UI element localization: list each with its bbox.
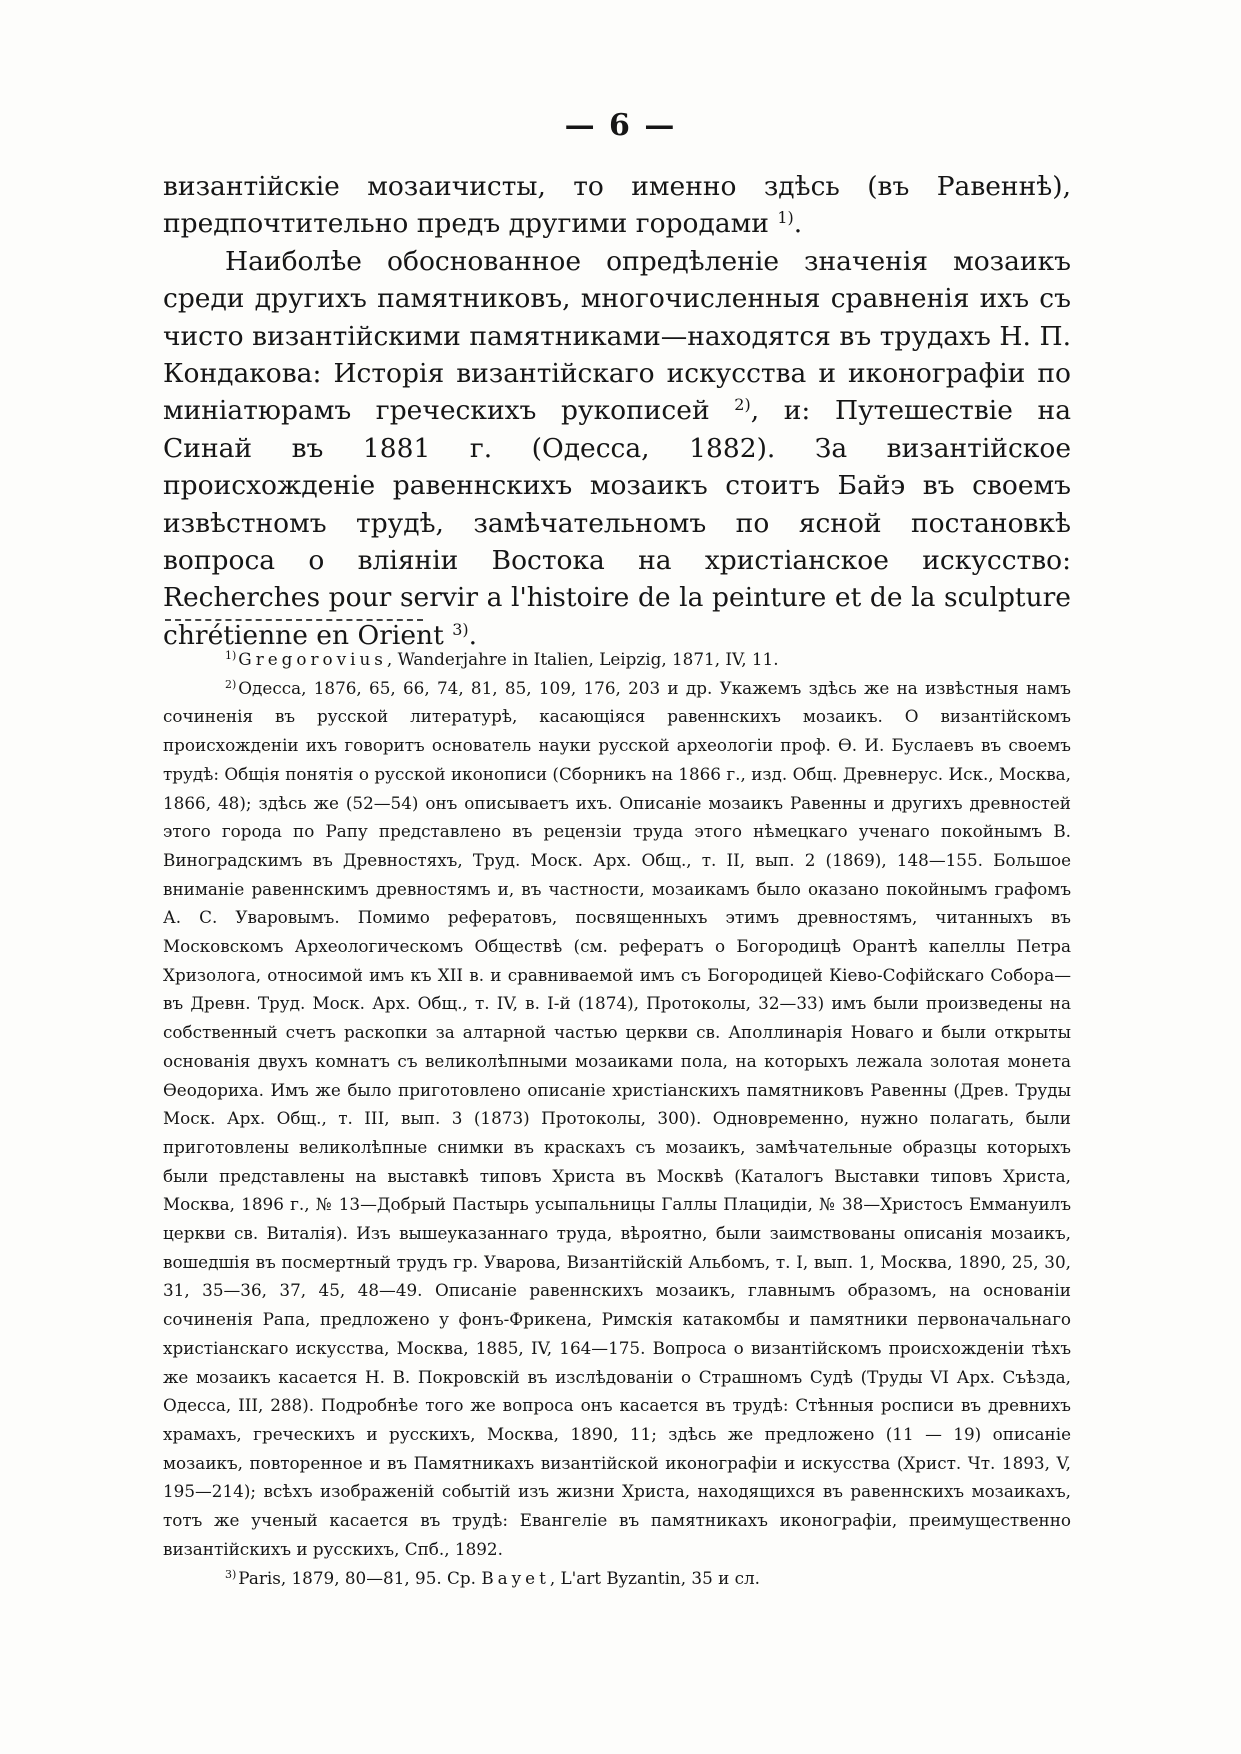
footnote-divider (165, 619, 423, 621)
footnote-1-text: , Wanderjahre in Italien, Leipzig, 1871, IV, 11. (386, 649, 779, 669)
main-text (163, 168, 1071, 654)
footnote-ref-1[interactable]: 1) (777, 208, 794, 228)
paragraph-2-text: Наиболѣе обоснованное опредѣленіе значенія мозаикъ среди другихъ памятниковъ, многочисленныя сравненія ихъ съ чисто византійскими памятниками—находятся въ трудахъ Н. П. Кондакова: Исторія византійскаго искусства и иконографіи по миніатюрамъ греческихъ рукописей (163, 245, 1071, 427)
footnote-3-text: , L'art Byzantin, 35 и сл. (549, 1567, 761, 1588)
paragraph-1 (163, 168, 1071, 243)
footnote-2 (163, 674, 1071, 1564)
paragraph-1-tail: . (793, 208, 803, 240)
footnote-3-author: Bayet (481, 1567, 550, 1588)
footnote-3 (163, 1564, 1071, 1593)
footnote-2-mark: 2) (225, 677, 237, 691)
footnote-ref-3[interactable]: 3) (452, 619, 469, 639)
footnote-1 (163, 645, 1071, 674)
footnote-2-text: Одесса, 1876, 65, 66, 74, 81, 85, 109, 176, 203 и др. Укажемъ здѣсь же на извѣстныя намъ сочиненія въ русской литературѣ, касающіяся равеннскихъ мозаикъ. О византійскомъ происхожденіи ихъ говоритъ основатель науки русской археологіи проф. Ѳ. И. Буслаевъ въ своемъ трудѣ: Общія понятія о русской иконописи (Сборникъ на 1866 г., изд. Общ. Древнерус. Иск., Москва, 1866, 48); здѣсь же (52—54) онъ описываетъ ихъ. Описаніе мозаикъ Равенны и другихъ древностей этого города по Рапу представлено въ рецензіи труда этого нѣмецкаго ученаго покойнымъ В. Виноградскимъ въ Древностяхъ, Труд. Моск. Арх. Общ., т. II, вып. 2 (1869), 148—155. Большое вниманіе равеннскимъ древностямъ и, въ частности, мозаикамъ было оказано покойнымъ графомъ А. С. Уваровымъ. Помимо рефератовъ, посвященныхъ этимъ древностямъ, читанныхъ въ Московскомъ Археологическомъ Обществѣ (см. рефератъ о Богородицѣ Орантѣ капеллы Петра Хризолога, относимой имъ къ XII в. и сравниваемой имъ съ Богородицей Кіево-Софійскаго Собора—въ Древн. Труд. Моск. Арх. Общ., т. IV, в. I-й (1874), Протоколы, 32—33) имъ были произведены на собственный счетъ раскопки за алтарной частью церкви св. Аполлинарія Новаго и были открыты основанія двухъ комнатъ съ великолѣпными мозаиками пола, на которыхъ лежала золотая монета Ѳеодориха. Имъ же было приготовлено описаніе христіанскихъ памятниковъ Равенны (Древ. Труды Моск. Арх. Общ., т. III, вып. 3 (1873) Протоколы, 300). Одновременно, нужно полагать, были приготовлены великолѣпные снимки въ краскахъ съ мозаикъ, замѣчательные образцы которыхъ были представлены на выставкѣ типовъ Христа въ Москвѣ (Каталогъ Выставки типовъ Христа, Москва, 1896 г., № 13—Добрый Пастырь усыпальницы Галлы Плацидіи, № 38—Христосъ Еммануилъ церкви св. Виталія). Изъ вышеуказаннаго труда, вѣроятно, были заимствованы описанія мозаикъ, вошедшія въ посмертный трудъ гр. Уварова, Византійскій Альбомъ, т. I, вып. 1, Москва, 1890, 25, 30, 31, 35—36, 37, 45, 48—49. Описаніе равеннскихъ мозаикъ, главнымъ образомъ, на основаніи сочиненія Рапа, предложено у фонъ-Фрикена, Римскія катакомбы и памятники первоначальнаго христіанскаго искусства, Москва, 1885, IV, 164—175. Вопроса о византійскомъ происхожденіи тѣхъ же мозаикъ касается Н. В. Покровскій въ изслѣдованіи о Страшномъ Судѣ (Труды VI Арх. Съѣзда, Одесса, III, 288). Подробнѣе того же вопроса онъ касается въ трудѣ: Стѣнныя росписи въ древнихъ храмахъ, греческихъ и русскихъ, Москва, 1890, 11; здѣсь же предложено (11 — 19) описаніе мозаикъ, повторенное и въ Памятникахъ византійской иконографіи и искусства (Христ. Чт. 1893, V, 195—214); всѣхъ изображеній событій изъ жизни Христа, находящихся въ равеннскихъ мозаикахъ, тотъ же ученый касается въ трудѣ: Евангеліе въ памятникахъ иконографіи, преимущественно византійскихъ и русскихъ, Спб., 1892. (163, 677, 1071, 1559)
paragraph-2-tail: , и: Путешествіе на Синай въ 1881 г. (Одесса, 1882). За византійское происхожденіе равеннскихъ мозаикъ стоитъ Байэ въ своемъ извѣстномъ трудѣ, замѣчательномъ по ясной постановкѣ вопроса о вліяніи Востока на христіанское искусство: Recherches pour servir a l'histoire de la peinture et de la sculpture chrétienne en Orient (163, 395, 1071, 651)
footnote-3-mark: 3) (225, 1567, 237, 1581)
footnote-ref-2[interactable]: 2) (734, 395, 751, 415)
paragraph-2-tail-2: . (468, 619, 478, 651)
paragraph-1-text: византійскіе мозаичисты, то именно здѣсь (въ Равеннѣ), предпочтительно предъ другими городами (163, 171, 1071, 240)
footnote-1-mark: 1) (225, 649, 237, 662)
footnote-1-author: Gregorovius (238, 649, 387, 669)
footnotes (163, 645, 1071, 1592)
footnote-3-text-before: Paris, 1879, 80—81, 95. Ср. (238, 1567, 482, 1588)
paragraph-2 (163, 243, 1071, 654)
page-number: — 6 — (564, 108, 677, 143)
